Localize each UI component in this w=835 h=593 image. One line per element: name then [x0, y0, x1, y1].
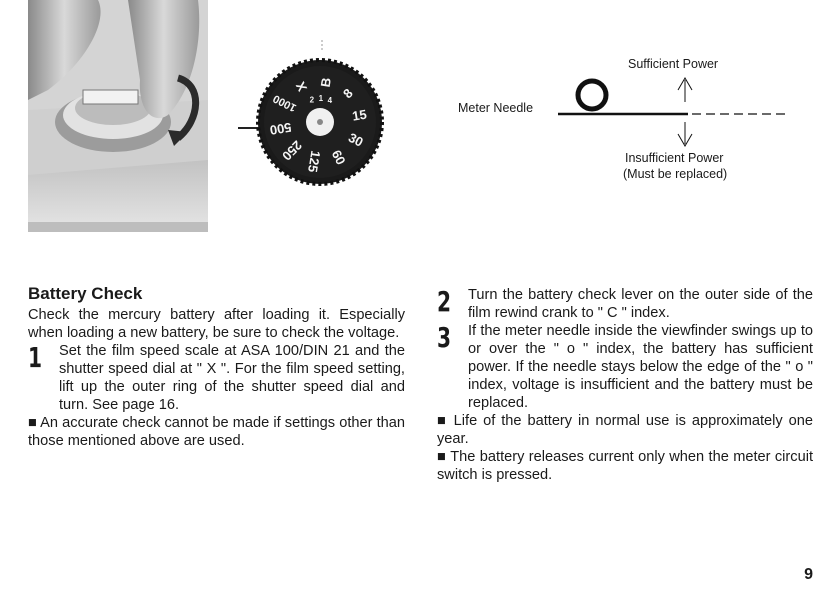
dial-asa-number: 2	[309, 95, 315, 105]
note-battery-life: ■ Life of the battery in normal use is approximately one year.	[437, 413, 813, 447]
camera-battery-check-photo	[28, 0, 208, 232]
dial-number: X	[292, 79, 311, 94]
shutter-speed-dial	[238, 40, 398, 200]
dial-number: 30	[345, 129, 366, 150]
step-1	[28, 342, 405, 414]
dial-asa-number: 1	[318, 94, 324, 103]
meter-needle-diagram	[440, 40, 810, 200]
intro-paragraph: Check the mercury battery after loading it. Especially when loading a new battery, be sure to check the voltage.	[28, 307, 405, 341]
meter-needle-label: Meter Needle	[458, 101, 534, 115]
step-1-number: 1	[28, 341, 43, 374]
dial-asa-number: 4	[327, 96, 333, 106]
dial-number: 60	[328, 147, 349, 168]
section-heading: Battery Check	[28, 284, 143, 303]
step-3	[437, 322, 813, 412]
dial-number: 8	[340, 85, 356, 102]
dial-number: 250	[279, 137, 306, 164]
sufficient-power-label: Sufficient Power	[628, 57, 719, 71]
step-2-text: Turn the battery check lever on the outer side of the film rewind crank to " C " index.	[468, 287, 813, 321]
left-column	[28, 284, 405, 450]
dial-number: 500	[268, 119, 293, 138]
dial-number: 125	[305, 149, 324, 174]
note-battery-current: ■ The battery releases current only when the meter circuit switch is pressed.	[437, 449, 813, 483]
step-2	[437, 286, 813, 322]
insufficient-power-label: Insufficient Power	[625, 151, 724, 165]
step-2-number: 2	[437, 285, 452, 318]
page-number: 9	[804, 566, 813, 583]
step-3-number: 3	[437, 321, 452, 354]
dial-number: 15	[351, 106, 368, 124]
dial-number: 1000	[271, 92, 299, 114]
step-1-text: Set the film speed scale at ASA 100/DIN 21 and the shutter speed dial at " X ". For the film speed setting, lift up the outer ring of the shutter speed dial and turn. See page 16.	[59, 343, 405, 413]
right-column	[437, 286, 813, 484]
must-be-replaced-label: (Must be replaced)	[623, 167, 728, 181]
step-3-text: If the meter needle inside the viewfinder swings up to or over the " o " index, the battery has sufficient power. If the needle stays below the edge of the " o " index, voltage is insufficient and the battery must be replaced.	[468, 323, 813, 411]
note-accuracy: ■ An accurate check cannot be made if settings other than those mentioned above are used.	[28, 415, 405, 449]
o-index-mark	[578, 81, 606, 109]
dial-number: B	[317, 76, 334, 89]
